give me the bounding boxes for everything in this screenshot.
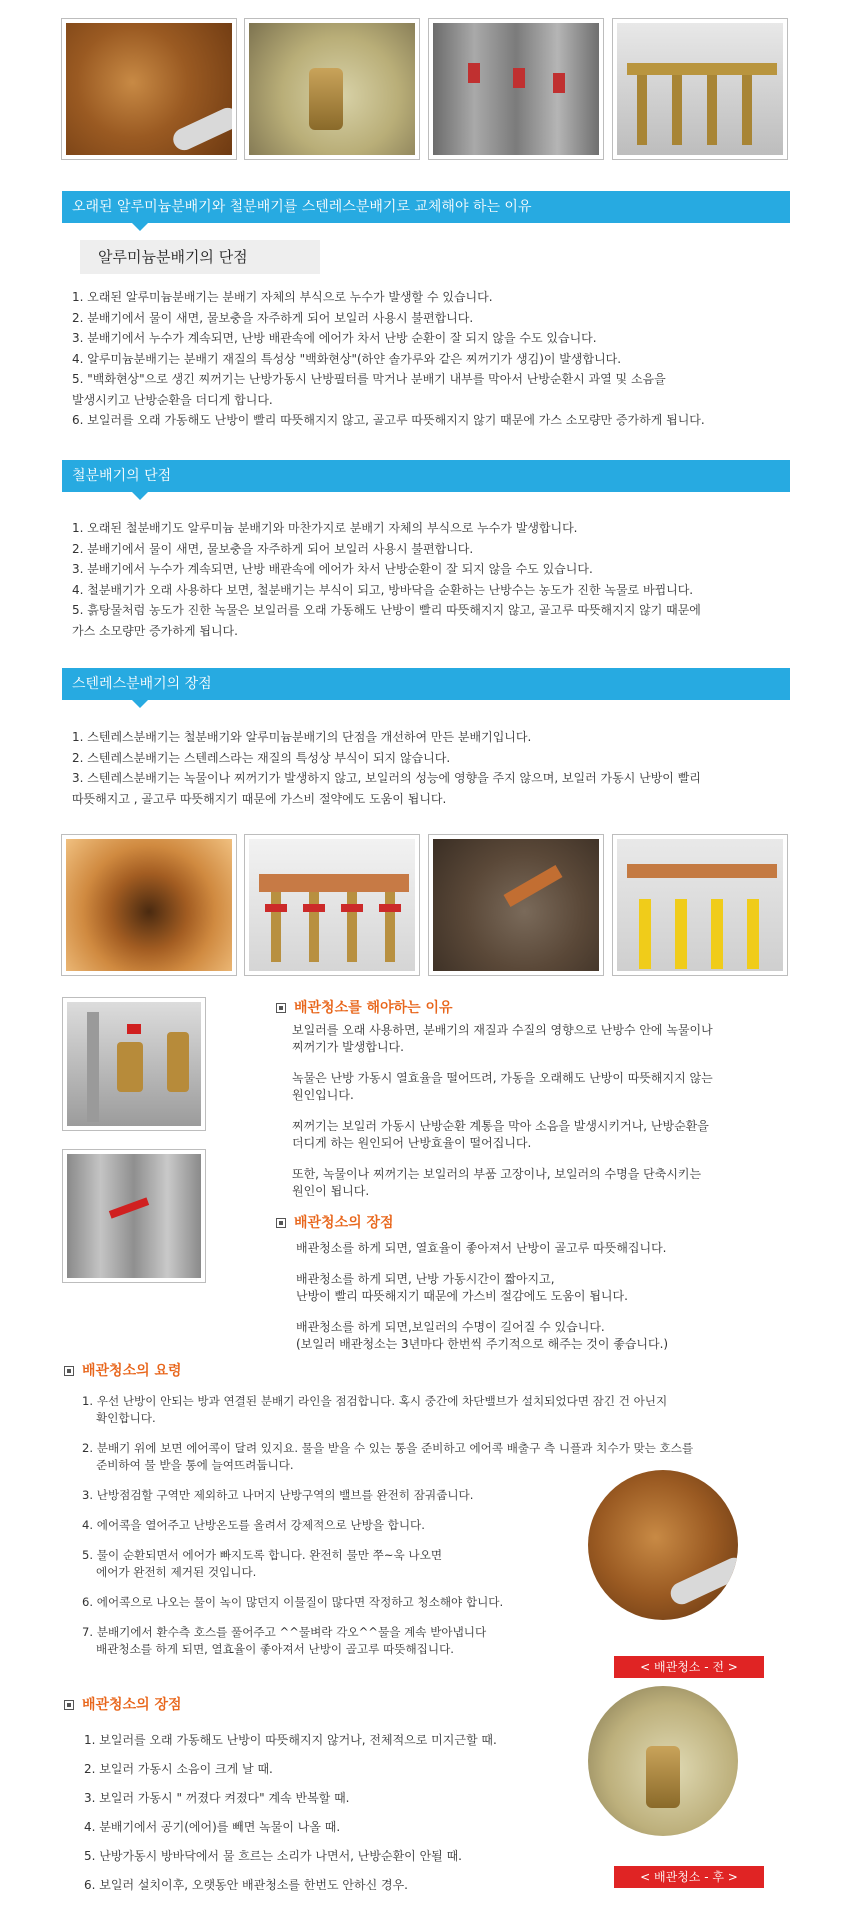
- list-item: 발생시키고 난방순환을 더디게 합니다.: [72, 392, 273, 407]
- copper-manifold-photo: [244, 834, 420, 976]
- banner-pointer: [132, 223, 148, 231]
- list-item: 5. 난방가동시 방바닥에서 물 흐르는 소리가 나면서, 난방순환이 안될 때.: [84, 1849, 462, 1863]
- paragraph-line: 녹물은 난방 가동시 열효율을 떨어뜨려, 가동을 오래해도 난방이 따뜻해지지 않는: [292, 1071, 713, 1085]
- list-item: 6. 보일러를 오래 가동해도 난방이 빨리 따뜻해지지 않고, 골고루 따뜻해지지 않기 때문에 가스 소모량만 증가하게 됩니다.: [72, 413, 705, 427]
- paragraph-line: (보일러 배관청소는 3년마다 한번씩 주기적으로 해주는 것이 좋습니다.): [296, 1337, 669, 1351]
- list-item: 따뜻해지고 , 골고루 따뜻해지기 때문에 가스비 절약에도 도움이 됩니다.: [72, 791, 447, 806]
- rusted-pipe-interior-photo: [61, 834, 237, 976]
- list-item: 5. 흙탕물처럼 농도가 진한 녹물은 보일러를 오래 가동해도 난방이 빨리 따뜻해지지 않고, 골고루 따뜻해지지 않기 때문에: [72, 603, 701, 617]
- paragraph-line: 찌꺼기가 발생합니다.: [292, 1040, 404, 1054]
- list-item-continuation: 에어가 완전히 제거된 것입니다.: [96, 1565, 257, 1579]
- iron-cons-list: [72, 518, 701, 641]
- section-banner-replace-reason: [62, 191, 790, 223]
- heading-cleaning-steps: [64, 1360, 182, 1380]
- caption-after-cleaning: < 배관청소 - 후 >: [614, 1866, 764, 1888]
- list-item: 2. 분배기에서 물이 새면, 물보충을 자주하게 되어 보일러 사용시 불편합니다.: [72, 310, 474, 325]
- section-banner-stainless-pros: [62, 668, 790, 700]
- list-item: 4. 알루미늄분배기는 분배기 재질의 특성상 "백화현상"(하얀 솔가루와 같은 찌꺼기가 생김)이 발생합니다.: [72, 351, 622, 366]
- cleaning-reason-text: [292, 1022, 713, 1200]
- list-item: 2. 분배기에서 물이 새면, 물보충을 자주하게 되어 보일러 사용시 불편합니다.: [72, 541, 474, 556]
- before-cleaning-photo: [588, 1470, 738, 1620]
- list-item: 3. 난방점검할 구역만 제외하고 나머지 난방구역의 밸브를 완전히 잠궈줍니다.: [82, 1488, 474, 1502]
- list-item: 1. 오래된 철분배기도 알루미늄 분배기와 마찬가지로 분배기 자체의 부식으로 누수가 발생합니다.: [72, 521, 578, 535]
- insulated-pipes-closeup-photo: [62, 1149, 206, 1283]
- list-item: 3. 보일러 가동시 " 꺼졌다 켜졌다" 계속 반복할 때.: [84, 1791, 350, 1805]
- list-item: 1. 보일러를 오래 가동해도 난방이 따뜻해지지 않거나, 전체적으로 미지근할 때.: [84, 1733, 497, 1747]
- clean-pipe-photo: [244, 18, 420, 160]
- list-item: 3. 분배기에서 누수가 계속되면, 난방 배관속에 에어가 차서 난방 순환이 잘 되지 않을 수도 있습니다.: [72, 331, 597, 345]
- heading-text: 배관청소를 해야하는 이유: [294, 1000, 453, 1016]
- paragraph-line: 또한, 녹물이나 찌꺼기는 보일러의 부품 고장이나, 보일러의 수명을 단축시키는: [292, 1167, 702, 1181]
- list-item: 3. 분배기에서 누수가 계속되면, 난방 배관속에 에어가 차서 난방순환이 잘 되지 않을 수도 있습니다.: [72, 562, 593, 576]
- aluminum-cons-list: [72, 287, 705, 431]
- banner-pointer: [132, 700, 148, 708]
- heading-cleaning-reason: [276, 997, 453, 1017]
- list-item-continuation: 확인합니다.: [96, 1411, 156, 1425]
- subheading-aluminum-cons: 알루미늄분배기의 단점: [80, 240, 320, 274]
- list-item-continuation: 준비하여 물 받을 통에 늘여뜨려둡니다.: [96, 1458, 294, 1472]
- paragraph-line: 난방이 빨리 따뜻해지기 때문에 가스비 절감에도 도움이 됩니다.: [296, 1289, 628, 1303]
- list-item-continuation: 배관청소를 하게 되면, 열효율이 좋아져서 난방이 골고루 따뜻해집니다.: [96, 1642, 454, 1656]
- list-item: 4. 분배기에서 공기(에어)를 빼면 녹물이 나올 때.: [84, 1820, 341, 1834]
- paragraph-line: 원인입니다.: [292, 1088, 354, 1102]
- boiler-valves-photo: [62, 997, 206, 1131]
- banner-title: 오래된 알루미늄분배기와 철분배기를 스텐레스분배기로 교체해야 하는 이유: [72, 199, 532, 215]
- paragraph-line: 더디게 하는 원인되어 난방효율이 떨어집니다.: [292, 1136, 532, 1150]
- after-cleaning-photo: [588, 1686, 738, 1836]
- list-item: 5. 물이 순환되면서 에어가 빠지도록 합니다. 완전히 물만 쭈~욱 나오면: [82, 1548, 443, 1562]
- list-item: 6. 보일러 설치이후, 오랫동안 배관청소를 한번도 안하신 경우.: [84, 1878, 408, 1892]
- insulated-pipes-photo: [428, 18, 604, 160]
- paragraph-line: 배관청소를 하게 되면, 열효율이 좋아져서 난방이 골고루 따뜻해집니다.: [296, 1241, 667, 1255]
- cleaning-when-list: [84, 1726, 497, 1900]
- dirty-pipe-photo: [428, 834, 604, 976]
- square-bullet-icon: [276, 1003, 286, 1013]
- paragraph-line: 보일러를 오래 사용하면, 분배기의 재질과 수질의 영향으로 난방수 안에 녹물이나: [292, 1023, 713, 1037]
- caption-before-cleaning: < 배관청소 - 전 >: [614, 1656, 764, 1678]
- list-item: 2. 분배기 위에 보면 에어콕이 달려 있지요. 물을 받을 수 있는 통을 준비하고 에어콕 배출구 측 니플과 치수가 맞는 호스를: [82, 1441, 694, 1455]
- list-item: 5. "백화현상"으로 생긴 찌꺼기는 난방가동시 난방필터를 막거나 분배기 내부를 막아서 난방순환시 과열 및 소음을: [72, 372, 666, 386]
- yellow-pipe-manifold-photo: [612, 834, 788, 976]
- stainless-pros-list: [72, 727, 701, 809]
- list-item: 1. 우선 난방이 안되는 방과 연결된 분배기 라인을 점검합니다. 혹시 중간에 차단밸브가 설치되었다면 잠긴 건 아닌지: [82, 1394, 668, 1408]
- banner-title: 스텐레스분배기의 장점: [72, 676, 212, 692]
- heading-cleaning-benefit: [276, 1212, 394, 1232]
- banner-pointer: [132, 492, 148, 500]
- heading-text: 배관청소의 요령: [82, 1363, 182, 1379]
- paragraph-line: 배관청소를 하게 되면,보일러의 수명이 길어질 수 있습니다.: [296, 1320, 605, 1334]
- paragraph-line: 찌꺼기는 보일러 가동시 난방순환 계통을 막아 소음을 발생시키거나, 난방순환을: [292, 1119, 709, 1133]
- heading-text: 배관청소의 장점: [82, 1697, 182, 1713]
- paragraph-line: 배관청소를 하게 되면, 난방 가동시간이 짧아지고,: [296, 1272, 555, 1286]
- list-item: 2. 스텐레스분배기는 스텐레스라는 재질의 특성상 부식이 되지 않습니다.: [72, 750, 451, 765]
- list-item: 4. 철분배기가 오래 사용하다 보면, 철분배기는 부식이 되고, 방바닥을 순환하는 난방수는 농도가 진한 녹물로 바뀝니다.: [72, 582, 694, 597]
- brass-manifold-photo: [612, 18, 788, 160]
- heading-text: 배관청소의 장점: [294, 1215, 394, 1231]
- list-item: 7. 분배기에서 환수측 호스를 풀어주고 ^^물벼락 각오^^물을 계속 받아냅니다: [82, 1625, 487, 1639]
- list-item: 4. 에어콕을 열어주고 난방온도를 올려서 강제적으로 난방을 합니다.: [82, 1518, 425, 1532]
- list-item: 1. 오래된 알루미늄분배기는 분배기 자체의 부식으로 누수가 발생할 수 있습니다.: [72, 290, 493, 304]
- list-item: 3. 스텐레스분배기는 녹물이나 찌꺼기가 발생하지 않고, 보일러의 성능에 영향을 주지 않으며, 보일러 가동시 난방이 빨리: [72, 771, 701, 785]
- square-bullet-icon: [64, 1700, 74, 1710]
- heading-cleaning-when: [64, 1694, 182, 1714]
- banner-title: 철분배기의 단점: [72, 468, 172, 484]
- list-item: 1. 스텐레스분배기는 철분배기와 알루미늄분배기의 단점을 개선하여 만든 분배기입니다.: [72, 730, 532, 744]
- square-bullet-icon: [276, 1218, 286, 1228]
- list-item: 가스 소모량만 증가하게 됩니다.: [72, 623, 238, 638]
- cleaning-benefit-text: [296, 1240, 668, 1353]
- list-item: 6. 에어콕으로 나오는 물이 녹이 많던지 이물질이 많다면 작정하고 청소해야 합니다.: [82, 1595, 504, 1609]
- square-bullet-icon: [64, 1366, 74, 1376]
- paragraph-line: 원인이 됩니다.: [292, 1184, 370, 1198]
- section-banner-iron-cons: [62, 460, 790, 492]
- rusty-water-photo: [61, 18, 237, 160]
- list-item: 2. 보일러 가동시 소음이 크게 날 때.: [84, 1762, 273, 1776]
